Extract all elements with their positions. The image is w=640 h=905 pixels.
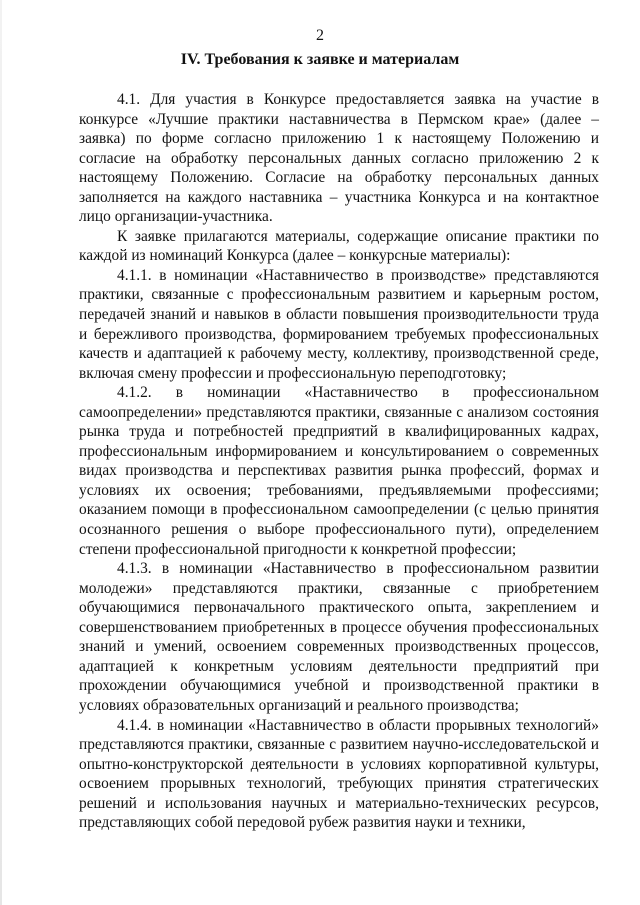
paragraph-4-1: 4.1. Для участия в Конкурсе предоставляется заявка на участие в конкурсе «Лучшие практики наставничества в Пермском крае» (далее – заявка) по форме согласно приложению 1 к настоящему Положению и согласие на обработку персональных данных согласно приложению 2 к настоящему Положению. Согласие на обработку персональных данных заполняется на каждого наставника – участника Конкурса и на контактное лицо организации-участника. [79,91,599,226]
paragraph-4-1-2: 4.1.2. в номинации «Наставничество в профессиональном самоопределении» представляются практики, связанные с анализом состояния рынка труда и потребностей предприятий в квалифицированных кадрах, профессиональным информированием и консультированием о современных видах производства и перспективах развития рынка профессий, формах и условиях их освоения; требованиями, предъявляемыми профессиями; оказанием помощи в профессиональном самоопределении (с целью принятия осознанного решения о выборе профессионального пути), определением степени профессиональной пригодности к конкретной профессии; [79,384,599,558]
paragraph-4-1-3: 4.1.3. в номинации «Наставничество в профессиональном развитии молодежи» представляются практики, связанные с приобретением обучающимися первоначального практического опыта, закреплением и совершенствованием приобретенных в процессе обучения профессиональных знаний и умений, освоением современных производственных процессов, адаптацией к конкретным условиям деятельности предприятий при прохождении обучающимися учебной и производственной практики в условиях образовательных организаций и реального производства; [79,560,599,714]
document-body [79,90,599,833]
section-heading: IV. Требования к заявке и материалам [180,51,460,68]
paragraph-4-1-4: 4.1.4. в номинации «Наставничество в области прорывных технологий» представляются практики, связанные с развитием научно-исследовательской и опытно-конструкторской деятельности в условиях корпоративной культуры, освоением прорывных технологий, требующих принятия стратегических решений и использования научных и материально-технических ресурсов, представляющих собой передовой рубеж развития науки и техники, [79,716,599,832]
page-number: 2 [316,27,324,44]
page-edge-shadow [0,0,2,905]
paragraph-materials-intro: К заявке прилагаются материалы, содержащие описание практики по каждой из номинаций Конкурса (далее – конкурсные материалы): [79,227,599,265]
paragraph-4-1-1: 4.1.1. в номинации «Наставничество в производстве» представляются практики, связанные с профессиональным развитием и карьерным ростом, передачей знаний и навыков в области повышения производительности труда и бережливого производства, формированием требуемых профессиональных качеств и адаптацией к рабочему месту, коллективу, производственной среде, включая смену профессии и профессиональную переподготовку; [79,266,599,382]
